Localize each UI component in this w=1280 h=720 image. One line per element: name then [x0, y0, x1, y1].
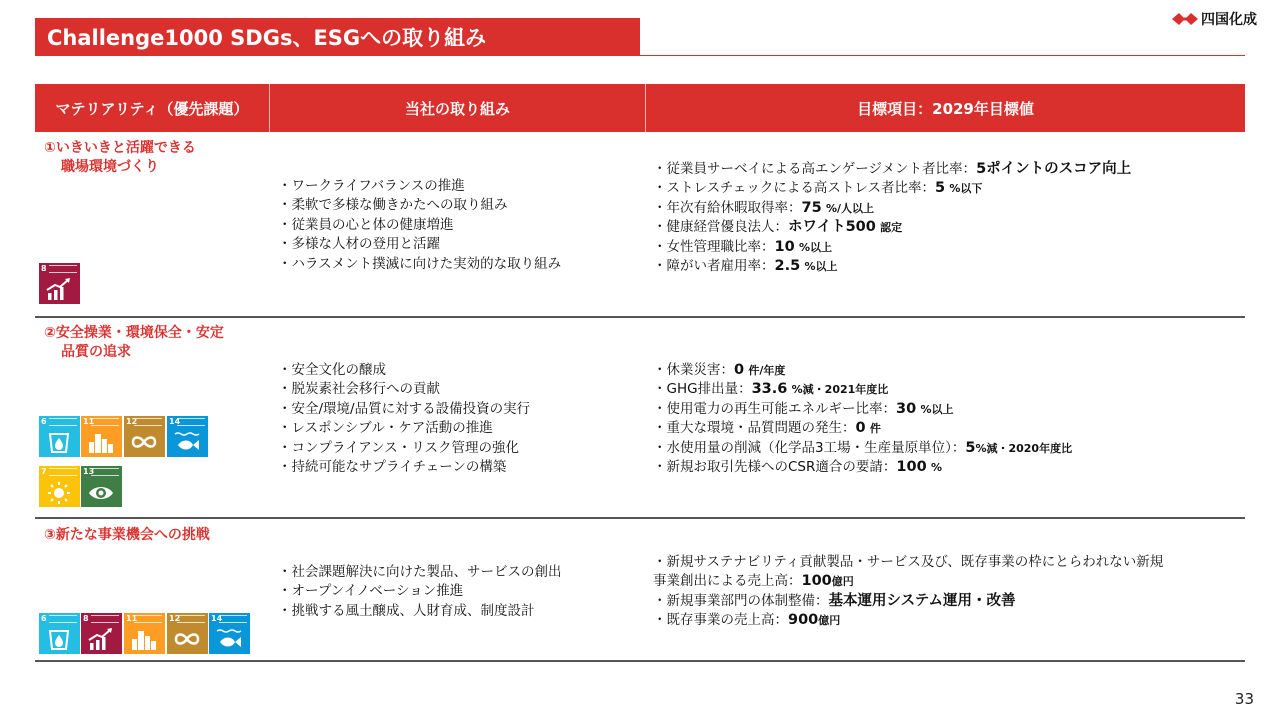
row-divider [35, 316, 1245, 318]
list-item: ・柔軟で多様な働きかたへの取り組み [278, 197, 508, 214]
target-item: ・既存事業の売上高：900億円 [653, 612, 841, 629]
sdg-13-badge: 13 [81, 466, 122, 507]
target-item: ・水使用量の削減（化学品3工場・生産量原単位）：5%減・2020年度比 [653, 439, 1073, 456]
growth-chart-icon [88, 627, 114, 651]
targets-list-3 [653, 553, 1163, 631]
sdg-6-badge: 6 [39, 613, 80, 654]
list-item: ・脱炭素社会移行への貢献 [278, 381, 440, 398]
growth-chart-icon [46, 277, 72, 301]
list-item: ・オープンイノベーション推進 [278, 583, 464, 600]
header-targets: 目標項目：2029年目標値 [646, 84, 1245, 132]
infinity-icon [131, 430, 157, 454]
logo-text: 四国化成 [1201, 12, 1257, 28]
list-item: ・従業員の心と体の健康増進 [278, 216, 454, 233]
row-divider [35, 660, 1245, 662]
target-item: ・女性管理職比率：10 %以上 [653, 238, 833, 255]
sdg-12-badge: 12 [167, 613, 208, 654]
target-item: ・使用電力の再生可能エネルギー比率：30 %以上 [653, 400, 954, 417]
target-item: ・健康経営優良法人：ホワイト500 認定 [653, 219, 903, 236]
target-item: 事業創出による売上高：100億円 [653, 573, 854, 590]
targets-list-2 [653, 361, 1072, 477]
fish-icon [174, 430, 200, 454]
target-item: ・新規事業部門の体制整備：基本運用システム運用・改善 [653, 592, 1016, 609]
target-item: ・従業員サーベイによる高エンゲージメント者比率：5ポイントのスコア向上 [653, 161, 1132, 177]
water-drop-icon [46, 627, 72, 651]
header-divider [645, 84, 646, 132]
diamond-logo-icon [1172, 12, 1198, 26]
header-materiality: マテリアリティ（優先課題） [35, 84, 269, 132]
sdg-11-badge: 11 [81, 416, 122, 457]
sdg-6-badge: 6 [39, 416, 80, 457]
target-item: ・新規お取引先様へのCSR適合の要請：100 % [653, 459, 942, 476]
sdg-14-badge: 14 [167, 416, 208, 457]
list-item: ・レスポンシブル・ケア活動の推進 [278, 420, 493, 437]
initiatives-list-3 [278, 563, 562, 621]
list-item: ・社会課題解決に向けた製品、サービスの創出 [278, 564, 562, 580]
initiatives-list-2 [278, 361, 530, 477]
target-item: ・新規サステナビリティ貢献製品・サービス及び、既存事業の枠にとらわれない新規 [653, 554, 1164, 570]
sdg-7-badge: 7 [39, 466, 80, 507]
row-divider [35, 517, 1245, 519]
target-item: ・GHG排出量：33.6 %減・2021年度比 [653, 381, 889, 398]
infinity-icon [174, 627, 200, 651]
eye-globe-icon [88, 480, 114, 504]
company-logo [1172, 8, 1257, 30]
target-item: ・重大な環境・品質問題の発生：0 件 [653, 420, 881, 437]
city-buildings-icon [131, 627, 157, 651]
list-item: ・安全/環境/品質に対する設備投資の実行 [278, 400, 531, 417]
page-number: 33 [1234, 690, 1254, 708]
list-item: ・ワークライフバランスの推進 [278, 178, 465, 194]
sdg-12-badge: 12 [124, 416, 165, 457]
title-underline [640, 55, 1245, 56]
list-item: ・多様な人材の登用と活躍 [278, 236, 440, 253]
header-initiatives: 当社の取り組み [270, 84, 645, 132]
list-item: ・安全文化の醸成 [278, 362, 386, 378]
sun-icon [46, 480, 72, 504]
sdg-11-badge: 11 [124, 613, 165, 654]
sdg-8-badge: 8 [39, 263, 80, 304]
header-divider [269, 84, 270, 132]
target-item: ・ストレスチェックによる高ストレス者比率：5 %以下 [653, 180, 983, 197]
list-item: ・ハラスメント撲滅に向けた実効的な取り組み [278, 255, 562, 272]
targets-list-1 [653, 160, 1131, 276]
sdg-14-badge: 14 [209, 613, 250, 654]
water-drop-icon [46, 430, 72, 454]
list-item: ・挑戦する風土醸成、人財育成、制度設計 [278, 602, 535, 619]
fish-icon [216, 627, 242, 651]
target-item: ・年次有給休暇取得率：75 %/人以上 [653, 199, 875, 216]
materiality-2: ②安全操業・環境保全・安定 品質の追求 [44, 325, 224, 360]
initiatives-list-1 [278, 177, 561, 274]
sdg-8-badge: 8 [81, 613, 122, 654]
target-item: ・休業災害：0 件/年度 [653, 362, 786, 378]
list-item: ・コンプライアンス・リスク管理の強化 [278, 439, 519, 456]
list-item: ・持続可能なサプライチェーンの構築 [278, 459, 507, 476]
materiality-1: ①いきいきと活躍できる 職場環境づくり [44, 140, 196, 175]
city-buildings-icon [88, 430, 114, 454]
target-item: ・障がい者雇用率：2.5 %以上 [653, 258, 838, 275]
materiality-3: ③新たな事業機会への挑戦 [44, 527, 210, 543]
page-title: Challenge1000 SDGs、ESGへの取り組み [35, 18, 640, 56]
